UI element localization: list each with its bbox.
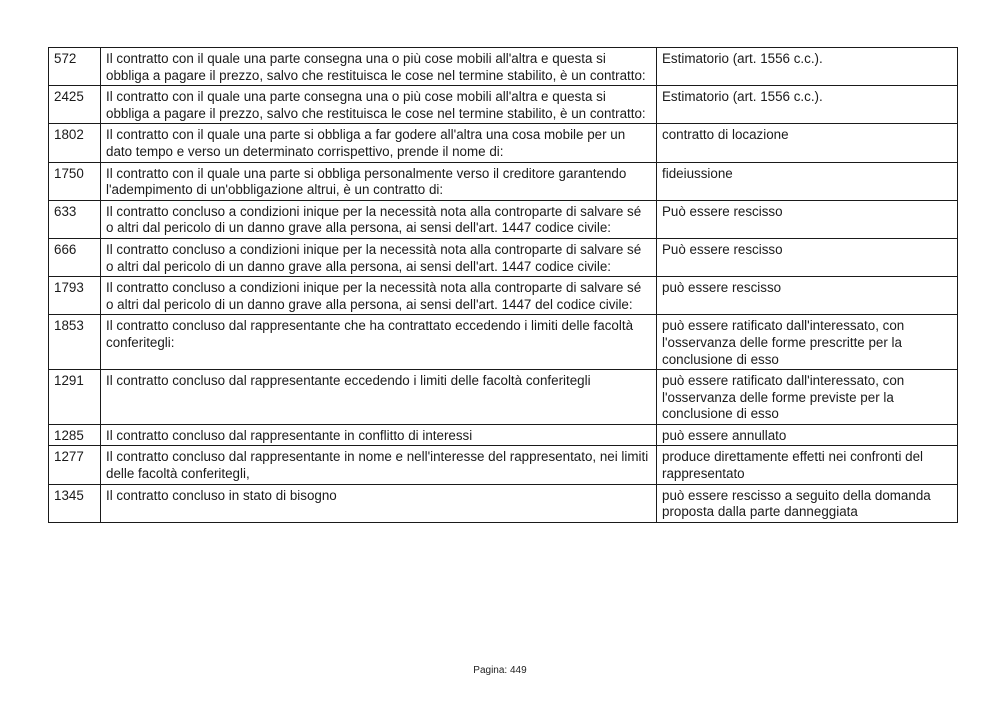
table-row	[49, 370, 958, 425]
question-text: Il contratto con il quale una parte consegna una o più cose mobili all'altra e questa si obbliga a pagare il prezzo, salvo che restituisca le cose nel termine stabilito, è un contratto:	[101, 48, 657, 86]
question-id: 1793	[49, 277, 101, 315]
answer-text: fideiussione	[657, 162, 958, 200]
answer-text: Può essere rescisso	[657, 200, 958, 238]
table-row	[49, 277, 958, 315]
question-id: 572	[49, 48, 101, 86]
question-id: 1802	[49, 124, 101, 162]
answer-text: può essere ratificato dall'interessato, con l'osservanza delle forme previste per la conclusione di esso	[657, 370, 958, 425]
question-id: 1750	[49, 162, 101, 200]
question-text: Il contratto con il quale una parte consegna una o più cose mobili all'altra e questa si obbliga a pagare il prezzo, salvo che restituisca le cose nel termine stabilito, è un contratto:	[101, 86, 657, 124]
page-number: Pagina: 449	[473, 665, 527, 676]
question-id: 633	[49, 200, 101, 238]
table-row	[49, 200, 958, 238]
question-text: Il contratto concluso a condizioni inique per la necessità nota alla controparte di salvare sé o altri dal pericolo di un danno grave alla persona, ai sensi dell'art. 1447 del codice civile:	[101, 277, 657, 315]
question-id: 2425	[49, 86, 101, 124]
table-row	[49, 124, 958, 162]
question-id: 1291	[49, 370, 101, 425]
question-text: Il contratto con il quale una parte si obbliga a far godere all'altra una cosa mobile per un dato tempo e verso un determinato corrispettivo, prende il nome di:	[101, 124, 657, 162]
question-text: Il contratto concluso dal rappresentante eccedendo i limiti delle facoltà conferitegli	[101, 370, 657, 425]
answer-text: contratto di locazione	[657, 124, 958, 162]
answer-text: può essere annullato	[657, 424, 958, 446]
table-row	[49, 446, 958, 484]
question-text: Il contratto concluso dal rappresentante in nome e nell'interesse del rappresentato, nei limiti delle facoltà conferitegli,	[101, 446, 657, 484]
table-row	[49, 238, 958, 276]
question-table	[48, 47, 958, 523]
question-text: Il contratto concluso a condizioni inique per la necessità nota alla controparte di salvare sé o altri dal pericolo di un danno grave alla persona, ai sensi dell'art. 1447 codice civile:	[101, 238, 657, 276]
question-text: Il contratto con il quale una parte si obbliga personalmente verso il creditore garantendo l'adempimento di un'obbligazione altrui, è un contratto di:	[101, 162, 657, 200]
answer-text: Estimatorio (art. 1556 c.c.).	[657, 48, 958, 86]
answer-text: produce direttamente effetti nei confronti del rappresentato	[657, 446, 958, 484]
question-id: 666	[49, 238, 101, 276]
answer-text: può essere rescisso a seguito della domanda proposta dalla parte danneggiata	[657, 484, 958, 522]
table-row	[49, 315, 958, 370]
answer-text: può essere rescisso	[657, 277, 958, 315]
question-id: 1345	[49, 484, 101, 522]
answer-text: può essere ratificato dall'interessato, con l'osservanza delle forme prescritte per la conclusione di esso	[657, 315, 958, 370]
table-row	[49, 86, 958, 124]
question-id: 1277	[49, 446, 101, 484]
question-id: 1853	[49, 315, 101, 370]
table-row	[49, 162, 958, 200]
table-row	[49, 48, 958, 86]
table-row	[49, 424, 958, 446]
table-row	[49, 484, 958, 522]
answer-text: Può essere rescisso	[657, 238, 958, 276]
question-text: Il contratto concluso dal rappresentante che ha contrattato eccedendo i limiti delle facoltà conferitegli:	[101, 315, 657, 370]
question-text: Il contratto concluso dal rappresentante in conflitto di interessi	[101, 424, 657, 446]
answer-text: Estimatorio (art. 1556 c.c.).	[657, 86, 958, 124]
question-text: Il contratto concluso a condizioni inique per la necessità nota alla controparte di salvare sé o altri dal pericolo di un danno grave alla persona, ai sensi dell'art. 1447 codice civile:	[101, 200, 657, 238]
question-text: Il contratto concluso in stato di bisogno	[101, 484, 657, 522]
question-id: 1285	[49, 424, 101, 446]
